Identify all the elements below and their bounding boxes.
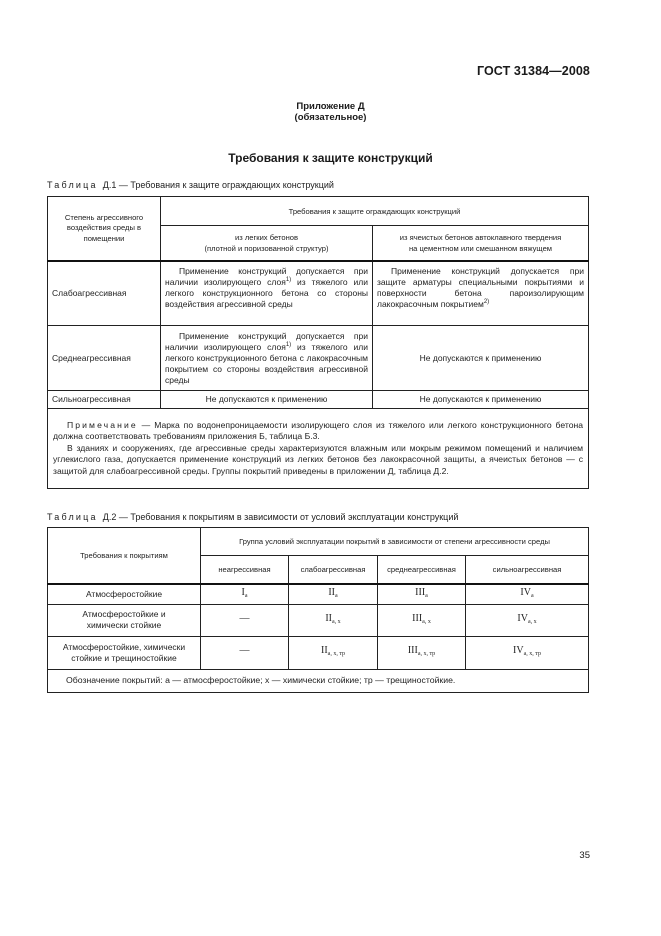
group-base: — (239, 645, 250, 656)
group-sub: а, х, тр (523, 651, 541, 657)
group-sub: а, х (332, 618, 341, 625)
group-base: III (412, 612, 423, 624)
cellular-concrete-cell (373, 261, 589, 326)
table2-legend-row (48, 669, 589, 692)
table-row (48, 584, 589, 605)
table1-header-light-line1: из легких бетонов (234, 232, 299, 242)
table2-header-requirements: Требования к покрытиям (48, 528, 201, 584)
table2-header-col-strong: сильноагрессивная (466, 556, 589, 584)
table1-header-degree: Степень агрессивного воздействия среды в помещении (48, 197, 161, 261)
group-sub: а, х (527, 618, 537, 625)
table1-header-light (161, 226, 373, 261)
group-base: II (320, 645, 328, 656)
note-label: Примечание (67, 419, 138, 430)
cell-text: Применение конструкций допускается при наличии изолирующего слоя (165, 330, 368, 352)
degree-cell: Среднеагрессивная (48, 326, 161, 391)
group-sub: а (335, 592, 338, 599)
appendix-heading (200, 101, 461, 123)
table1-caption-prefix: Таблица (47, 180, 98, 190)
group-cell (289, 584, 378, 605)
group-cell (466, 604, 589, 636)
light-concrete-cell (161, 261, 373, 326)
degree-cell: Сильноагрессивная (48, 391, 161, 409)
group-sub: а, х, тр (417, 651, 436, 657)
group-cell (378, 584, 466, 605)
group-cell (201, 636, 289, 669)
table2-header-group: Группа условий эксплуатации покрытий в зависимости от степени агрессивности среды (201, 528, 589, 556)
group-base: I (241, 586, 245, 598)
group-cell (289, 636, 378, 669)
table2-caption (47, 512, 458, 522)
footnote-ref: 1) (285, 276, 292, 283)
table1-header-cellular-line2: на цементном или смешанном вяжущем (408, 243, 553, 253)
group-sub: а, х, тр (327, 651, 346, 657)
table-row (48, 636, 589, 669)
note-paragraph-1 (53, 420, 583, 443)
table-row (48, 326, 589, 391)
table1-header-cellular (373, 226, 589, 261)
table1-header-light-line2: (плотной и поризованной структур) (204, 243, 329, 253)
group-sub: а (244, 592, 248, 599)
group-sub: а (530, 592, 534, 599)
group-sub: а, х (422, 618, 431, 625)
table-row (48, 261, 589, 326)
cell-text: из тяжелого или легкого конструкционного бетона со стороны воздействия агрессивной среды (165, 276, 368, 309)
group-cell (201, 604, 289, 636)
requirement-cell: Атмосферостойкие, химически стойкие и трещиностойкие (48, 636, 201, 669)
table2-legend: Обозначение покрытий: а — атмосферостойкие; х — химически стойкие; тр — трещиностойкие. (48, 669, 589, 692)
group-base: IV (517, 612, 528, 624)
footnote-ref: 2) (483, 298, 490, 305)
appendix-title: Приложение Д (296, 101, 365, 112)
requirement-cell: Атмосферостойкие (48, 584, 201, 605)
footnote-ref: 1) (285, 341, 292, 348)
cellular-concrete-cell: Не допускаются к применению (373, 391, 589, 409)
table2-header-col-nonaggressive: неагрессивная (201, 556, 289, 584)
group-base: IV (520, 586, 531, 598)
table1-note (48, 409, 589, 489)
standard-id: ГОСТ 31384—2008 (476, 64, 590, 78)
appendix-status: (обязательное) (294, 112, 367, 123)
page-number: 35 (579, 850, 590, 861)
group-cell (378, 636, 466, 669)
light-concrete-cell: Не допускаются к применению (161, 391, 373, 409)
table2-header-col-medium: среднеагрессивная (378, 556, 466, 584)
group-sub: а (425, 592, 428, 599)
group-base: IV (513, 645, 524, 656)
table1-note-row (48, 409, 589, 489)
table-row (48, 604, 589, 636)
cell-text: из тяжелого или легкого конструкционного бетона с лакокрасочным покрытием со стороны воздействия агрессивной среды (165, 341, 368, 385)
table2-caption-prefix: Таблица (47, 512, 98, 522)
section-title: Требования к защите конструкций (228, 151, 433, 165)
group-cell (201, 584, 289, 605)
group-base: III (415, 586, 426, 598)
group-base: III (407, 645, 418, 656)
group-cell (289, 604, 378, 636)
table2-caption-text: Д.2 — Требования к покрытиям в зависимости от условий эксплуатации конструкций (102, 512, 459, 522)
table1-header-cellular-line1: из ячеистых бетонов автоклавного твердения (399, 232, 562, 242)
table-row (48, 391, 589, 409)
table1-caption (47, 180, 334, 190)
group-base: — (239, 612, 250, 624)
cell-text: Применение конструкций допускается при защите арматуры специальными покрытиями и поверхности бетона пароизолирующим лакокрасочным покрытием (377, 265, 585, 309)
group-cell (466, 584, 589, 605)
note-paragraph-2: В зданиях и сооружениях, где агрессивные среды характеризуются влажным или мокрым режимом помещений и наличием углекислого газа, допускается применение конструкций из легких бетонов без лакокрасочной защиты, а ячеистых бетонов — с защитой для слабоагрессивной среды. Группы покрытий приведены в приложении Д, таблица Д.2. (53, 442, 584, 476)
cell-text: Применение конструкций допускается при наличии изолирующего слоя (165, 265, 368, 287)
group-cell (378, 604, 466, 636)
note-text: — Марка по водонепроницаемости изолирующего слоя из тяжелого или легкого конструкционного бетона должна соответствовать требованиям приложения Б, таблица Б.3. (53, 419, 584, 442)
group-base: II (325, 612, 332, 624)
degree-cell: Слабоагрессивная (48, 261, 161, 326)
group-cell (466, 636, 589, 669)
group-base: II (328, 586, 335, 598)
table1-caption-text: Д.1 — Требования к защите ограждающих конструкций (102, 180, 334, 190)
light-concrete-cell (161, 326, 373, 391)
cellular-concrete-cell: Не допускаются к применению (373, 326, 589, 391)
table2 (47, 527, 589, 693)
table2-header-col-slightly: слабоагрессивная (289, 556, 378, 584)
table1 (47, 196, 589, 489)
table1-header-group: Требования к защите ограждающих конструкций (161, 197, 589, 226)
requirement-cell: Атмосферостойкие и химически стойкие (48, 604, 201, 636)
